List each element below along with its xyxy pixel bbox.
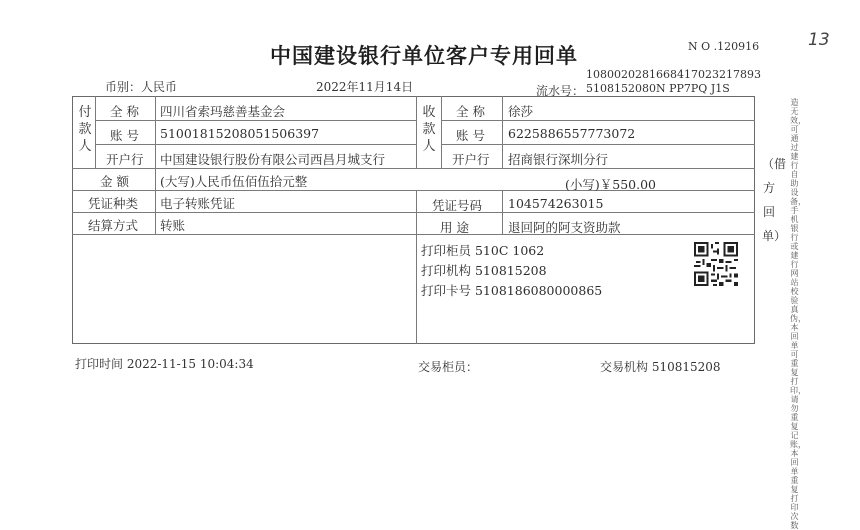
payee-account-label: 账 号	[456, 128, 485, 143]
divider	[416, 190, 417, 344]
amount-small: (小写)￥550.00	[565, 177, 656, 192]
settlement-label: 结算方式	[88, 218, 139, 233]
settlement-value: 转账	[160, 218, 186, 233]
flow-label: 流水号：	[536, 84, 585, 98]
divider	[155, 96, 156, 234]
payer-name-label: 全 称	[110, 104, 139, 119]
print-time: 打印时间 2022-11-15 10:04:34	[75, 357, 254, 371]
divider	[95, 96, 96, 168]
divider	[502, 96, 503, 168]
payer-account: 51001815208051506397	[160, 126, 320, 141]
payee-account: 6225886557773072	[508, 126, 636, 141]
side-note: 造无效，可通过建行自助设备，手机银行或建行网站校验真伪，本回单可重复打印，请勿重复记账，本回单重复打印次数	[790, 98, 806, 530]
payer-account-label: 账 号	[110, 128, 139, 143]
date: 2022年11月14日	[316, 80, 414, 94]
divider	[95, 120, 416, 121]
payee-group-label: 收款人	[422, 105, 436, 154]
qr-code-icon	[694, 242, 738, 286]
payee-bank: 招商银行深圳分行	[508, 152, 609, 167]
document-title: 中国建设银行单位客户专用回单	[270, 44, 578, 68]
reference-number: 10800202816684170232​17893	[586, 68, 761, 81]
trade-teller-label: 交易柜员：	[418, 360, 479, 374]
payee-bank-label: 开户行	[452, 152, 490, 167]
divider	[72, 234, 755, 235]
purpose-label: 用 途	[440, 220, 469, 235]
amount-capital: (大写)人民币伍佰伍拾元整	[160, 174, 308, 189]
amount-label: 金 额	[100, 174, 129, 189]
payee-name: 徐莎	[508, 104, 534, 119]
currency-label: 币别：人民币	[105, 80, 178, 94]
handwritten-mark: 13	[808, 30, 830, 50]
voucher-type-label: 凭证种类	[88, 196, 139, 211]
print-org: 打印机构 510815208	[421, 263, 547, 278]
serial-number: N O .120916	[688, 40, 760, 53]
print-card: 打印卡号 5108186080000865	[421, 283, 603, 298]
trade-org: 交易机构 510815208	[600, 360, 721, 374]
purpose: 退回阿的阿支资助款	[508, 220, 621, 235]
payer-bank-label: 开户行	[106, 152, 144, 167]
voucher-no: 104574263015	[508, 196, 604, 211]
divider	[441, 120, 755, 121]
divider	[95, 144, 416, 145]
receipt-type-label: （借方回单）	[762, 157, 787, 243]
payer-group-label: 付款人	[78, 105, 92, 154]
divider	[441, 144, 755, 145]
voucher-no-label: 凭证号码	[432, 198, 483, 213]
payee-name-label: 全 称	[456, 104, 485, 119]
flow-number: 5108152080N PP7PQ J1S	[586, 82, 730, 95]
payer-bank: 中国建设银行股份有限公司西昌月城支行	[160, 152, 386, 167]
divider	[72, 212, 755, 213]
print-teller: 打印柜员 510C 1062	[421, 243, 545, 258]
payer-name: 四川省索玛慈善基金会	[160, 104, 286, 119]
divider	[502, 190, 503, 234]
divider	[416, 96, 417, 168]
divider	[441, 96, 442, 168]
divider	[72, 168, 755, 169]
voucher-type: 电子转账凭证	[160, 196, 236, 211]
